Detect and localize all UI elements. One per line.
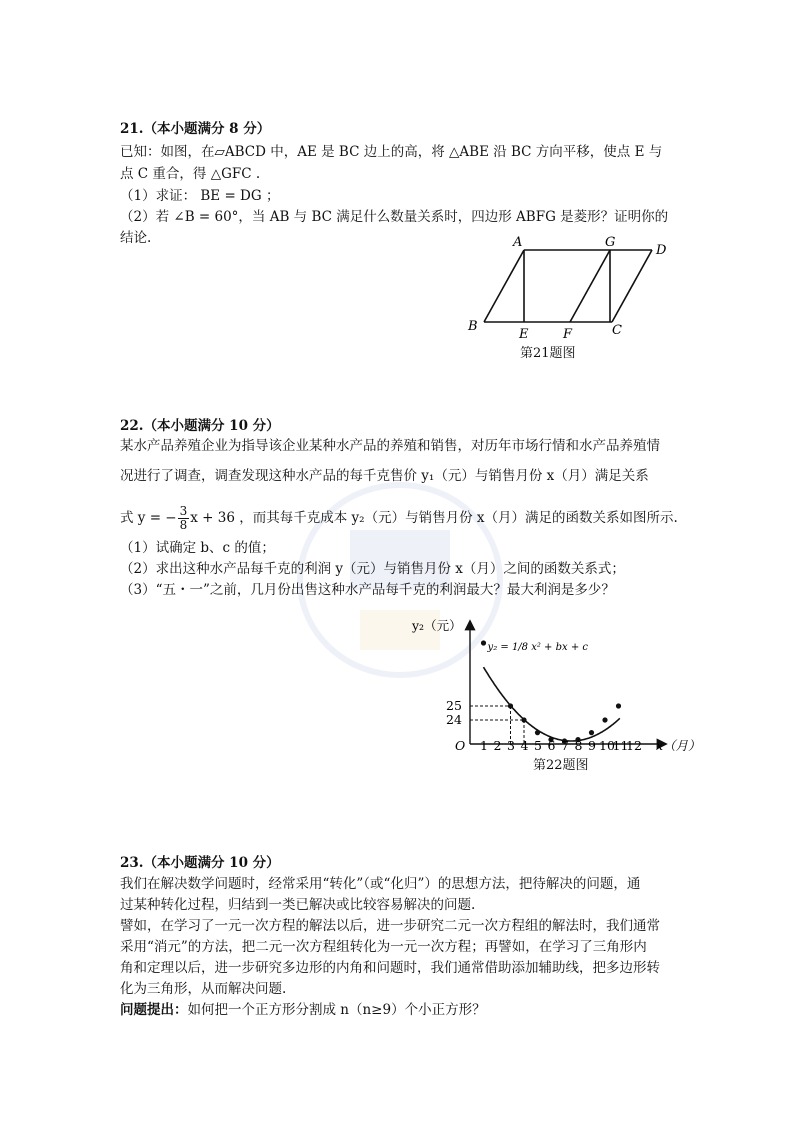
q22-line3-pre: 式 y = −	[120, 510, 177, 527]
label-D: D	[656, 243, 667, 258]
q22-line5: （2）求出这种水产品每千克的利润 y（元）与销售月份 x（月）之间的函数关系式；	[120, 561, 625, 577]
data-point	[535, 730, 540, 735]
label-F: F	[563, 327, 573, 342]
q23-problem-label: 问题提出：	[120, 1002, 188, 1018]
chart-axes	[470, 622, 665, 744]
q21-line1: 已知：如图，在▱ABCD 中，AE 是 BC 边上的高，将 △ABE 沿 BC 方向平移，使点 E 与	[120, 144, 663, 160]
q22-line4: （1）试确定 b、c 的值；	[120, 540, 275, 556]
curve-formula-label: y₂ = 1/8 x² + bx + c	[487, 642, 588, 653]
label-G: G	[605, 235, 616, 250]
x-tick-label: 10	[599, 738, 615, 753]
x-axis-title: x（月）	[656, 738, 701, 753]
x-tick-label: 8	[574, 738, 583, 753]
q21-line4: （2）若 ∠B = 60°，当 AB 与 BC 满足什么数量关系时，四边形 ABFG 是菱形？证明你的	[120, 209, 669, 225]
q22-line2: 况进行了调查，调查发现这种水产品的每千克售价 y₁（元）与销售月份 x（月）满足关系	[120, 468, 649, 484]
q21-parallelogram-figure	[460, 230, 700, 365]
chart-curve	[484, 667, 620, 741]
x-tick-label: 3	[507, 738, 515, 753]
data-point	[616, 703, 621, 708]
label-B: B	[468, 319, 478, 334]
q22-line6: （3）“五・一”之前，几月份出售这种水产品每千克的利润最大？最大利润是多少？	[120, 582, 615, 598]
label-A: A	[513, 235, 523, 250]
x-tick-label: 5	[534, 738, 542, 753]
data-point	[602, 717, 607, 722]
x-tick-label: 1	[480, 738, 488, 753]
q23-problem-text: 如何把一个正方形分割成 n（n≥9）个小正方形？	[187, 1002, 486, 1018]
x-tick-label: 7	[561, 738, 569, 753]
x-tick-label: 4	[520, 738, 529, 753]
data-point	[481, 640, 486, 645]
x-tick-label: 2	[493, 738, 502, 753]
x-tick-label: 11	[612, 738, 629, 753]
q23-line2: 过某种转化过程，归结到一类已解决或比较容易解决的问题.	[120, 897, 476, 913]
cost-curve	[484, 667, 620, 741]
data-point	[521, 717, 526, 722]
q22-header: 22.（本小题满分 10 分）	[120, 418, 280, 434]
label-E: E	[519, 327, 529, 342]
frac-numerator: 3	[179, 504, 188, 518]
q23-line5: 角和定理以后，进一步研究多边形的内角和问题时，我们通常借助添加辅助线，把多边形转	[120, 960, 660, 976]
q22-figure-caption: 第22题图	[533, 758, 589, 773]
q22-line3-post: x + 36 ，而其每千克成本 y₂（元）与销售月份 x（月）满足的函数关系如图所示.	[190, 510, 678, 527]
y-tick-label: 25	[446, 698, 462, 713]
q22-line3	[120, 505, 690, 532]
x-tick-label: 6	[547, 738, 556, 753]
fraction-3-8	[178, 505, 190, 532]
label-C: C	[612, 323, 622, 338]
chart-points	[481, 640, 621, 743]
data-point	[589, 730, 594, 735]
y-axis-title: y₂（元）	[412, 618, 462, 633]
q23-line1: 我们在解决数学问题时，经常采用“转化”（或“化归”）的思想方法，把待解决的问题，通	[120, 876, 641, 892]
q23-line6: 化为三角形，从而解决问题.	[120, 981, 287, 997]
q23-line4: 采用“消元”的方法，把二元一次方程组转化为一元一次方程；再譬如，在学习了三角形内	[120, 939, 647, 955]
q23-header: 23.（本小题满分 10 分）	[120, 855, 280, 871]
x-tick-label: 9	[588, 738, 596, 753]
y-tick-label: 24	[446, 712, 462, 727]
q23-line3: 譬如，在学习了一元一次方程的解法以后，进一步研究二元一次方程组的解法时，我们通常	[120, 918, 660, 934]
frac-denominator: 8	[179, 518, 188, 533]
q23-problem	[120, 1000, 690, 1021]
origin-label: O	[455, 738, 466, 753]
q21-line5: 结论.	[120, 230, 152, 246]
q22-cost-chart	[410, 612, 710, 762]
x-tick-label: 12	[626, 738, 642, 753]
chart-labels	[411, 618, 701, 753]
q21-header: 21.（本小题满分 8 分）	[120, 121, 271, 137]
q21-line3: （1）求证： BE = DG ；	[120, 188, 280, 204]
q22-line1: 某水产品养殖企业为指导该企业某种水产品的养殖和销售，对历年市场行情和水产品养殖情	[120, 438, 660, 454]
data-point	[508, 703, 513, 708]
q21-line2: 点 C 重合，得 △GFC .	[120, 166, 261, 182]
q21-figure-caption: 第21题图	[520, 346, 576, 361]
